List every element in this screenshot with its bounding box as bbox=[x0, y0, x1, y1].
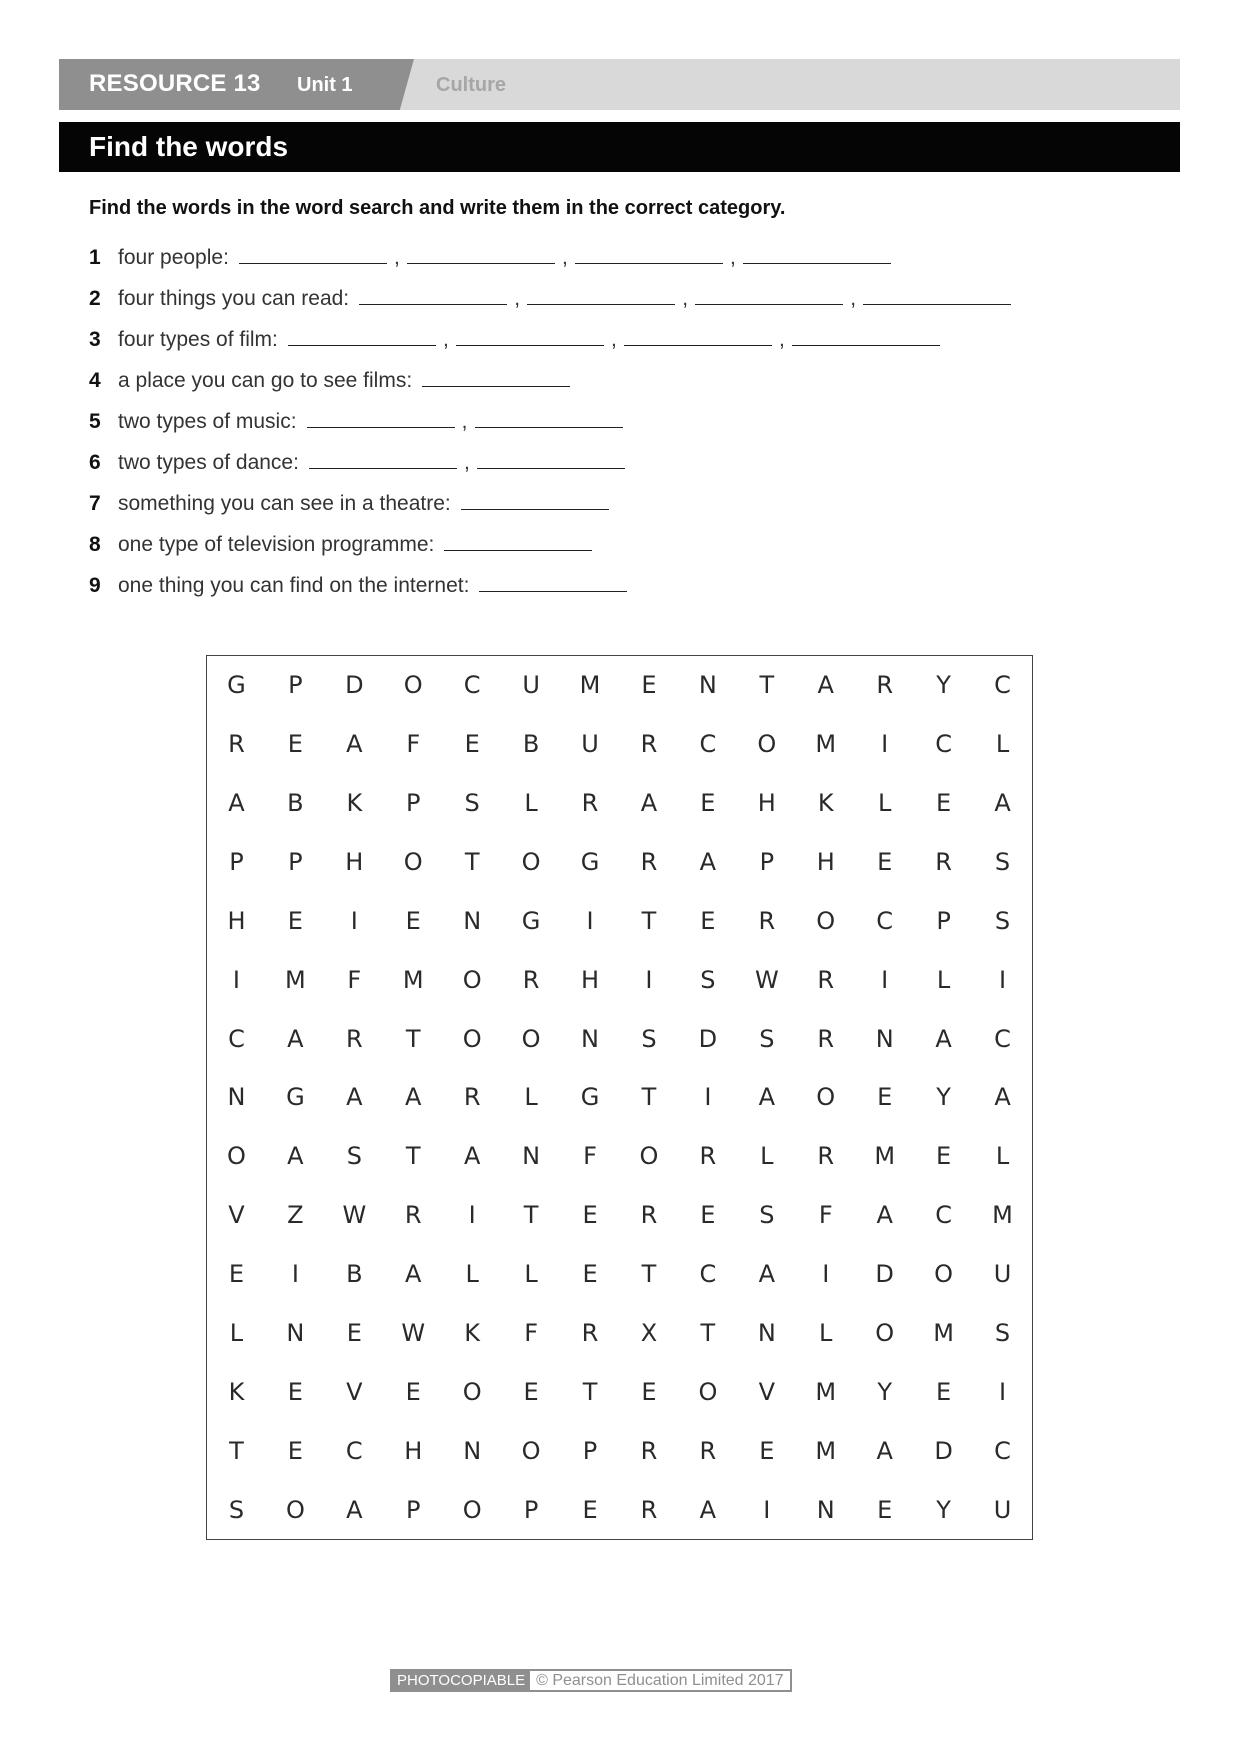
grid-letter: H bbox=[404, 1436, 423, 1465]
grid-letter: O bbox=[521, 848, 541, 877]
comma-separator: , bbox=[442, 328, 449, 351]
grid-letter: K bbox=[228, 1377, 245, 1406]
answer-blank[interactable] bbox=[479, 573, 627, 592]
grid-letter: I bbox=[881, 965, 889, 994]
grid-letter: S bbox=[994, 906, 1011, 935]
grid-letter: M bbox=[815, 1377, 837, 1406]
grid-letter: U bbox=[993, 1260, 1012, 1289]
grid-letter: I bbox=[232, 965, 240, 994]
grid-letter: Y bbox=[936, 1495, 951, 1524]
grid-letter: O bbox=[462, 1377, 482, 1406]
grid-letter: A bbox=[463, 1142, 481, 1171]
grid-letter: E bbox=[287, 906, 303, 935]
question-number: 8 bbox=[89, 533, 101, 556]
grid-letter: A bbox=[346, 1495, 363, 1524]
grid-letter: N bbox=[463, 1436, 482, 1465]
grid-letter: A bbox=[287, 1024, 304, 1053]
grid-letter: M bbox=[992, 1201, 1013, 1230]
grid-letter: E bbox=[523, 1377, 539, 1406]
grid-letter: C bbox=[699, 730, 717, 759]
comma-separator: , bbox=[610, 328, 617, 351]
grid-letter: B bbox=[346, 1260, 363, 1289]
answer-blank[interactable] bbox=[309, 450, 457, 469]
question-number: 9 bbox=[89, 574, 101, 597]
grid-letter: O bbox=[227, 1142, 246, 1171]
question-item bbox=[89, 245, 1011, 286]
grid-letter: M bbox=[579, 671, 601, 700]
grid-letter: M bbox=[285, 965, 306, 994]
grid-letter: L bbox=[995, 730, 1010, 759]
grid-letter: N bbox=[816, 1495, 835, 1524]
question-number: 3 bbox=[89, 328, 101, 351]
question-item bbox=[89, 409, 1011, 450]
grid-letter: O bbox=[521, 1436, 541, 1465]
grid-letter: O bbox=[816, 906, 836, 935]
grid-letter: S bbox=[641, 1024, 657, 1053]
question-label: two types of dance: bbox=[118, 451, 299, 474]
grid-letter: R bbox=[640, 1201, 658, 1230]
grid-letter: P bbox=[936, 906, 951, 935]
grid-letter: I bbox=[998, 965, 1007, 994]
grid-letter: O bbox=[462, 1495, 482, 1524]
grid-letter: R bbox=[758, 906, 776, 935]
grid-letter: R bbox=[817, 1142, 835, 1171]
grid-letter: F bbox=[818, 1201, 833, 1230]
comma-separator: , bbox=[730, 246, 736, 269]
grid-letter: T bbox=[229, 1436, 244, 1465]
grid-letter: D bbox=[698, 1024, 718, 1053]
grid-letter: E bbox=[464, 730, 480, 759]
question-label: two types of music: bbox=[118, 410, 297, 433]
grid-letter: C bbox=[994, 1436, 1011, 1465]
grid-letter: C bbox=[463, 671, 481, 700]
grid-letter: L bbox=[877, 789, 892, 818]
grid-letter: E bbox=[582, 1495, 598, 1524]
copyright-text: © Pearson Education Limited 2017 bbox=[530, 1671, 790, 1690]
grid-letter: E bbox=[877, 1083, 893, 1112]
grid-letter: E bbox=[582, 1260, 598, 1289]
grid-letter: O bbox=[462, 1024, 482, 1053]
footer-copyright bbox=[390, 1669, 792, 1692]
comma-separator: , bbox=[778, 328, 785, 351]
grid-letter: L bbox=[524, 789, 538, 818]
grid-letter: P bbox=[406, 1495, 421, 1524]
answer-blank[interactable] bbox=[444, 532, 592, 551]
grid-letter: I bbox=[350, 906, 358, 935]
grid-letter: B bbox=[287, 789, 304, 818]
grid-letter: L bbox=[524, 1083, 538, 1112]
grid-letter: I bbox=[586, 906, 594, 935]
grid-letter: S bbox=[994, 1318, 1011, 1347]
grid-letter: A bbox=[935, 1024, 952, 1053]
grid-letter: A bbox=[758, 1083, 776, 1112]
question-item bbox=[89, 286, 1011, 327]
grid-letter: D bbox=[934, 1436, 953, 1465]
comma-separator: , bbox=[850, 287, 857, 310]
grid-letter: C bbox=[345, 1436, 363, 1465]
grid-letter: L bbox=[229, 1318, 244, 1347]
grid-letter: T bbox=[464, 848, 480, 877]
comma-separator: , bbox=[514, 287, 521, 310]
grid-letter: G bbox=[286, 1083, 305, 1112]
grid-letter: S bbox=[700, 965, 716, 994]
grid-letter: T bbox=[641, 1083, 657, 1112]
unit-label: Unit 1 bbox=[297, 74, 353, 96]
grid-letter: Y bbox=[877, 1377, 892, 1406]
grid-letter: E bbox=[700, 1201, 716, 1230]
question-item bbox=[89, 327, 1011, 368]
grid-letter: R bbox=[640, 1436, 658, 1465]
grid-letter: E bbox=[936, 789, 952, 818]
grid-letter: P bbox=[229, 848, 244, 877]
grid-letter: A bbox=[994, 789, 1011, 818]
grid-letter: L bbox=[819, 1318, 833, 1347]
photocopiable-tag: PHOTOCOPIABLE bbox=[392, 1671, 530, 1690]
answer-blank[interactable] bbox=[863, 286, 1011, 305]
grid-letter: V bbox=[758, 1377, 776, 1406]
grid-letter: N bbox=[698, 671, 717, 700]
grid-letter: O bbox=[875, 1318, 895, 1347]
grid-letter: U bbox=[581, 730, 599, 759]
grid-letter: L bbox=[524, 1260, 538, 1289]
grid-letter: A bbox=[228, 789, 245, 818]
grid-letter: O bbox=[934, 1260, 954, 1289]
question-label: four things you can read: bbox=[118, 287, 350, 310]
grid-letter: R bbox=[581, 789, 599, 818]
grid-letter: D bbox=[345, 671, 364, 700]
comma-separator: , bbox=[394, 246, 400, 269]
comma-separator: , bbox=[464, 451, 470, 474]
grid-letter: H bbox=[816, 848, 835, 877]
question-list bbox=[89, 245, 1011, 614]
grid-letter: A bbox=[876, 1436, 893, 1465]
question-label: one thing you can find on the internet: bbox=[118, 574, 470, 597]
word-search-grid bbox=[206, 655, 1033, 1540]
grid-letter: T bbox=[405, 1024, 421, 1053]
comma-separator: , bbox=[461, 410, 468, 433]
resource-header-bar bbox=[59, 59, 1180, 110]
question-item bbox=[89, 368, 1011, 409]
page-title: Find the words bbox=[89, 131, 289, 162]
question-item bbox=[89, 573, 1011, 614]
grid-letter: R bbox=[935, 848, 952, 877]
question-number: 5 bbox=[89, 410, 101, 433]
grid-letter: A bbox=[994, 1083, 1011, 1112]
grid-letter: N bbox=[757, 1318, 776, 1347]
grid-letter: O bbox=[816, 1083, 836, 1112]
grid-letter: S bbox=[464, 789, 480, 818]
grid-letter: A bbox=[287, 1142, 304, 1171]
question-number: 7 bbox=[89, 492, 101, 515]
grid-letter: A bbox=[640, 789, 658, 818]
grid-letter: T bbox=[759, 671, 775, 700]
grid-letter: C bbox=[876, 906, 894, 935]
grid-letter: P bbox=[406, 789, 421, 818]
grid-letter: W bbox=[754, 965, 779, 994]
section-label: Culture bbox=[436, 74, 506, 96]
grid-letter: V bbox=[346, 1377, 363, 1406]
question-number: 6 bbox=[89, 451, 101, 474]
grid-letter: I bbox=[704, 1083, 712, 1112]
grid-letter: H bbox=[581, 965, 600, 994]
grid-letter: M bbox=[815, 730, 837, 759]
grid-letter: I bbox=[291, 1260, 299, 1289]
grid-letter: Z bbox=[287, 1201, 304, 1230]
grid-letter: P bbox=[288, 848, 303, 877]
grid-letter: O bbox=[639, 1142, 659, 1171]
grid-letter: L bbox=[936, 965, 951, 994]
answer-blank[interactable] bbox=[792, 327, 940, 346]
grid-letter: F bbox=[406, 730, 421, 759]
grid-letter: E bbox=[346, 1318, 362, 1347]
grid-letter: E bbox=[405, 906, 421, 935]
grid-letter: F bbox=[347, 965, 362, 994]
grid-letter: O bbox=[698, 1377, 718, 1406]
comma-separator: , bbox=[682, 287, 689, 310]
grid-letter: R bbox=[640, 848, 658, 877]
comma-separator: , bbox=[562, 246, 568, 269]
grid-letter: P bbox=[288, 671, 303, 700]
grid-letter: A bbox=[758, 1260, 776, 1289]
grid-letter: V bbox=[228, 1201, 245, 1230]
grid-letter: T bbox=[641, 906, 657, 935]
grid-letter: K bbox=[817, 789, 834, 818]
grid-letter: E bbox=[641, 671, 657, 700]
grid-letter: E bbox=[700, 906, 716, 935]
grid-letter: S bbox=[759, 1024, 775, 1053]
grid-letter: P bbox=[759, 848, 775, 877]
grid-letter: E bbox=[641, 1377, 657, 1406]
grid-letter: I bbox=[763, 1495, 771, 1524]
answer-blank[interactable] bbox=[477, 450, 625, 469]
grid-letter: N bbox=[286, 1318, 305, 1347]
question-number: 1 bbox=[89, 246, 101, 269]
grid-letter: E bbox=[228, 1260, 245, 1289]
grid-letter: E bbox=[936, 1142, 952, 1171]
grid-letter: C bbox=[935, 1201, 952, 1230]
resource-number: RESOURCE 13 bbox=[89, 70, 261, 97]
grid-letter: S bbox=[346, 1142, 362, 1171]
grid-letter: S bbox=[228, 1495, 245, 1524]
grid-letter: M bbox=[874, 1142, 896, 1171]
grid-letter: U bbox=[993, 1495, 1012, 1524]
grid-letter: A bbox=[346, 730, 363, 759]
grid-letter: E bbox=[877, 848, 893, 877]
grid-letter: A bbox=[817, 671, 834, 700]
grid-letter: C bbox=[699, 1260, 717, 1289]
grid-letter: S bbox=[994, 848, 1011, 877]
grid-letter: C bbox=[994, 671, 1011, 700]
grid-letter: M bbox=[402, 965, 424, 994]
question-label: something you can see in a theatre: bbox=[118, 492, 451, 515]
answer-blank[interactable] bbox=[288, 327, 436, 346]
grid-letter: R bbox=[581, 1318, 599, 1347]
grid-letter: E bbox=[287, 1436, 303, 1465]
grid-letter: G bbox=[580, 1083, 600, 1112]
question-label: four people: bbox=[118, 246, 229, 269]
grid-letter: T bbox=[405, 1142, 421, 1171]
grid-letter: O bbox=[403, 848, 423, 877]
answer-blank[interactable] bbox=[456, 327, 604, 346]
grid-letter: I bbox=[645, 965, 653, 994]
grid-letter: E bbox=[287, 1377, 303, 1406]
answer-blank[interactable] bbox=[407, 245, 555, 264]
grid-letter: K bbox=[464, 1318, 481, 1347]
grid-letter: R bbox=[699, 1436, 717, 1465]
grid-letter: N bbox=[227, 1083, 246, 1112]
grid-letter: R bbox=[640, 1495, 658, 1524]
grid-letter: M bbox=[933, 1318, 954, 1347]
answer-blank[interactable] bbox=[743, 245, 891, 264]
grid-letter: H bbox=[227, 906, 246, 935]
answer-blank[interactable] bbox=[575, 245, 723, 264]
grid-letter: I bbox=[822, 1260, 830, 1289]
grid-letter: N bbox=[522, 1142, 541, 1171]
answer-blank[interactable] bbox=[527, 286, 675, 305]
grid-letter: N bbox=[463, 906, 482, 935]
question-number: 2 bbox=[89, 287, 101, 310]
answer-blank[interactable] bbox=[359, 286, 507, 305]
answer-blank[interactable] bbox=[624, 327, 772, 346]
grid-letter: P bbox=[582, 1436, 598, 1465]
grid-letter: B bbox=[522, 730, 540, 759]
grid-letter: L bbox=[760, 1142, 774, 1171]
grid-letter: A bbox=[699, 848, 717, 877]
grid-letter: C bbox=[935, 730, 952, 759]
grid-letter: I bbox=[998, 1377, 1007, 1406]
grid-letter: T bbox=[641, 1260, 657, 1289]
grid-letter: F bbox=[524, 1318, 538, 1347]
grid-letter: A bbox=[405, 1083, 422, 1112]
grid-letter: O bbox=[521, 1024, 541, 1053]
grid-letter: T bbox=[700, 1318, 716, 1347]
grid-letter: N bbox=[581, 1024, 599, 1053]
grid-letter: O bbox=[757, 730, 777, 759]
answer-blank[interactable] bbox=[695, 286, 843, 305]
answer-blank[interactable] bbox=[461, 491, 609, 510]
grid-letter: I bbox=[468, 1201, 476, 1230]
grid-letter: T bbox=[523, 1201, 539, 1230]
grid-letter: S bbox=[759, 1201, 775, 1230]
grid-letter: R bbox=[345, 1024, 363, 1053]
grid-letter: U bbox=[522, 671, 540, 700]
grid-letter: E bbox=[877, 1495, 893, 1524]
answer-blank[interactable] bbox=[239, 245, 387, 264]
grid-letter: I bbox=[881, 730, 889, 759]
grid-letter: Y bbox=[936, 1083, 951, 1112]
grid-letter: L bbox=[995, 1142, 1010, 1171]
grid-letter: R bbox=[522, 965, 540, 994]
grid-letter: A bbox=[405, 1260, 422, 1289]
answer-blank[interactable] bbox=[422, 368, 570, 387]
grid-letter: R bbox=[817, 965, 835, 994]
grid-letter: M bbox=[815, 1436, 837, 1465]
title-bar bbox=[59, 122, 1180, 172]
grid-letter: R bbox=[817, 1024, 835, 1053]
grid-letter: X bbox=[640, 1318, 658, 1347]
grid-letter: G bbox=[521, 906, 541, 935]
question-item bbox=[89, 491, 1011, 532]
grid-letter: O bbox=[462, 965, 482, 994]
grid-letter: L bbox=[465, 1260, 479, 1289]
grid-letter: A bbox=[876, 1201, 893, 1230]
grid-letter: T bbox=[582, 1377, 598, 1406]
grid-letter: R bbox=[876, 671, 894, 700]
grid-letter: Y bbox=[936, 671, 951, 700]
grid-letter: G bbox=[227, 671, 246, 700]
grid-letter: E bbox=[405, 1377, 421, 1406]
answer-blank[interactable] bbox=[307, 409, 455, 428]
grid-letter: A bbox=[699, 1495, 717, 1524]
grid-letter: E bbox=[936, 1377, 952, 1406]
grid-letter: W bbox=[401, 1318, 426, 1347]
grid-letter: K bbox=[346, 789, 363, 818]
grid-letter: D bbox=[875, 1260, 894, 1289]
grid-letter: N bbox=[875, 1024, 894, 1053]
grid-letter: R bbox=[699, 1142, 717, 1171]
grid-letter: E bbox=[700, 789, 716, 818]
grid-letter: P bbox=[523, 1495, 539, 1524]
grid-letter: R bbox=[228, 730, 245, 759]
grid-letter: R bbox=[640, 730, 658, 759]
grid-letter: A bbox=[346, 1083, 363, 1112]
question-item bbox=[89, 532, 1011, 573]
grid-letter: C bbox=[994, 1024, 1011, 1053]
grid-letter: E bbox=[287, 730, 303, 759]
grid-letter: F bbox=[583, 1142, 597, 1171]
grid-letter: C bbox=[228, 1024, 245, 1053]
grid-letter: R bbox=[404, 1201, 422, 1230]
grid-letter: H bbox=[345, 848, 364, 877]
grid-letter: O bbox=[403, 671, 423, 700]
grid-letter: W bbox=[342, 1201, 367, 1230]
question-item bbox=[89, 450, 1011, 491]
grid-letter: E bbox=[759, 1436, 775, 1465]
question-number: 4 bbox=[89, 369, 101, 392]
question-label: four types of film: bbox=[118, 328, 278, 351]
instruction-text: Find the words in the word search and write them in the correct category. bbox=[89, 197, 786, 219]
grid-letter: O bbox=[285, 1495, 305, 1524]
answer-blank[interactable] bbox=[475, 409, 623, 428]
question-label: one type of television programme: bbox=[118, 533, 435, 556]
grid-letter: E bbox=[582, 1201, 598, 1230]
grid-letter: H bbox=[757, 789, 776, 818]
grid-letter: R bbox=[463, 1083, 481, 1112]
grid-letter: G bbox=[580, 848, 600, 877]
question-label: a place you can go to see films: bbox=[118, 369, 413, 392]
